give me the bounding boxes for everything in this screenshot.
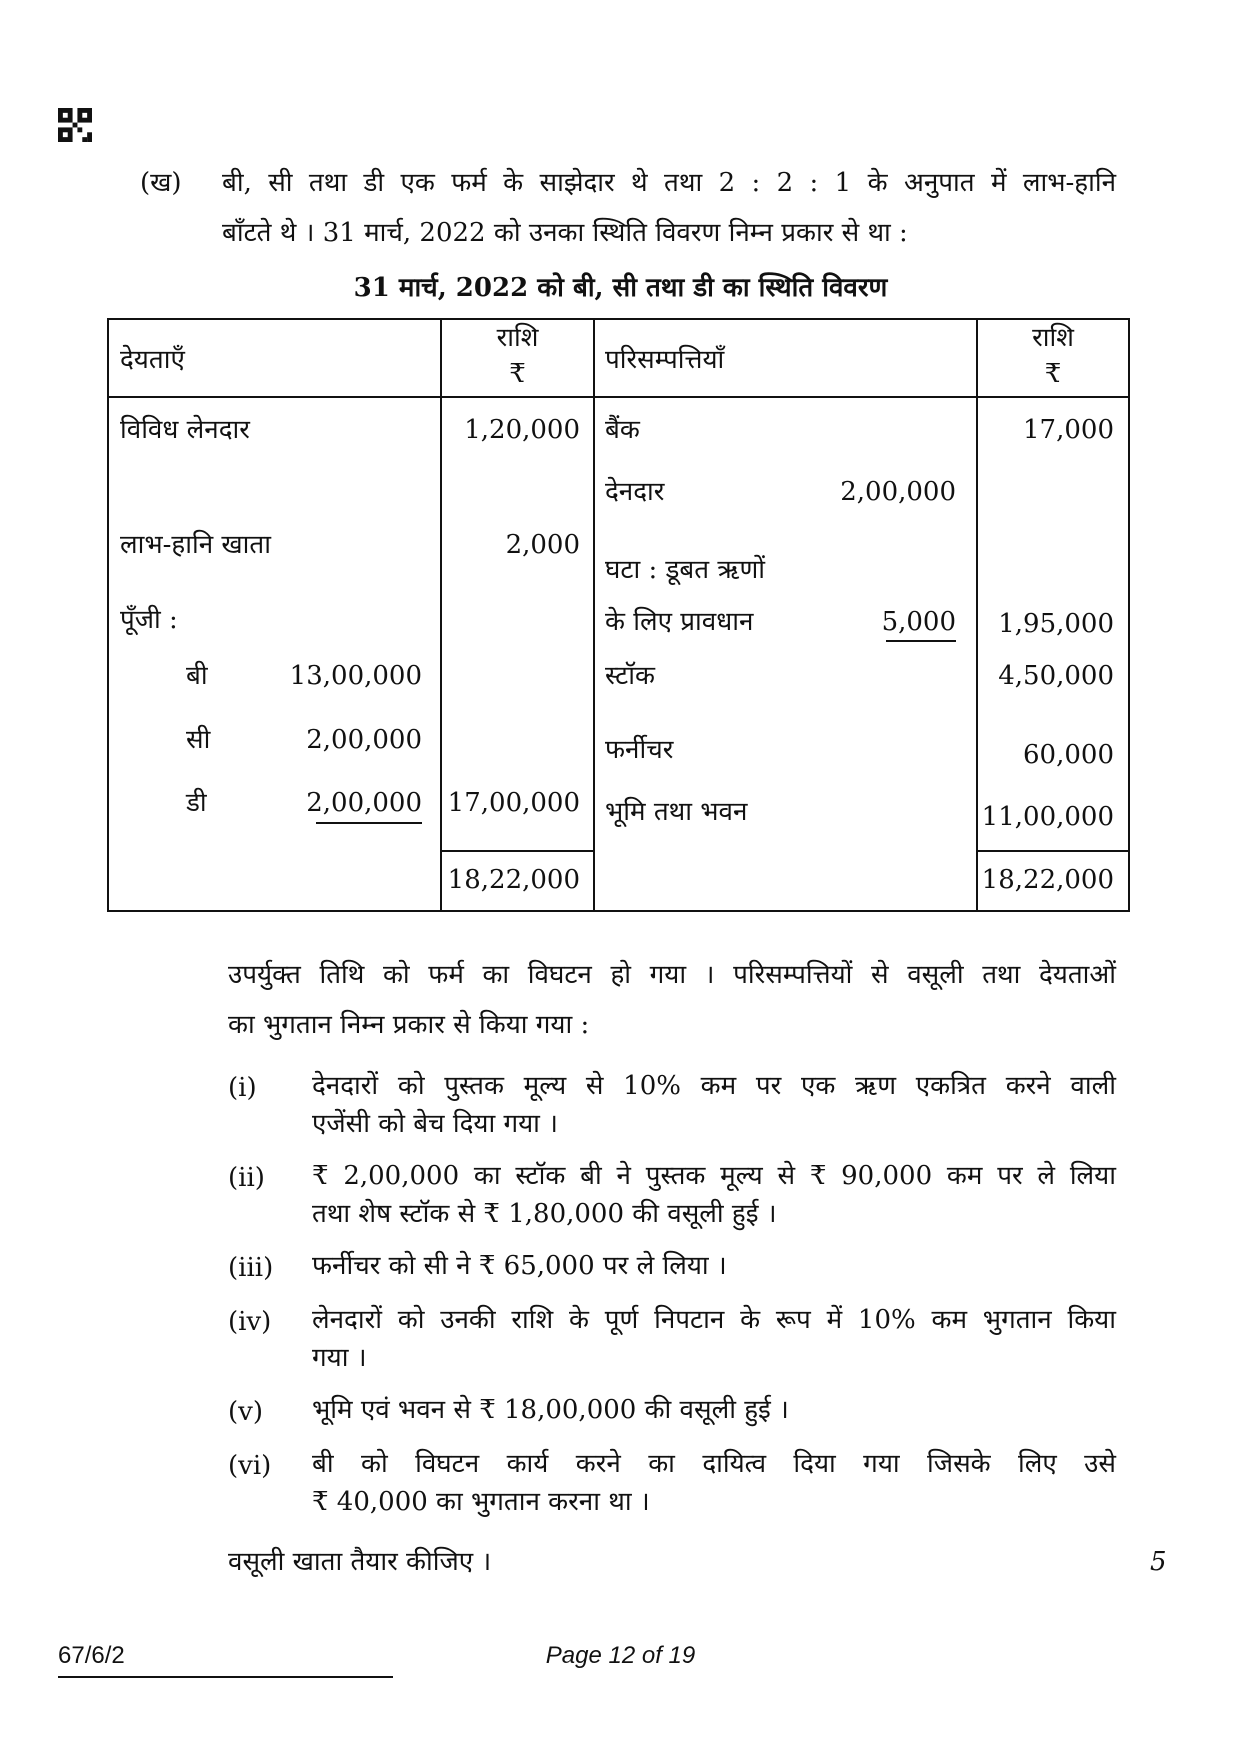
furniture-amount: 60,000 (1023, 740, 1114, 770)
header-amount-left: राशि (496, 323, 539, 353)
header-currency-left: ₹ (509, 359, 526, 389)
dissolution-line1: उपर्युक्त तिथि को फर्म का विघटन हो गया । परिसम्पत्तियों से वसूली तथा देयताओं (228, 960, 1116, 990)
debtors-net: 1,95,000 (998, 609, 1114, 639)
capital-partner-name: सी (186, 725, 211, 755)
item-number: (i) (228, 1073, 257, 1103)
page-number: Page 12 of 19 (545, 1642, 696, 1669)
qr-code-icon (58, 108, 92, 142)
question-intro-line2: बाँटते थे । 31 मार्च, 2022 को उनका स्थिति विवरण निम्न प्रकार से था : (222, 218, 908, 248)
land-building-amount: 11,00,000 (981, 802, 1114, 832)
balance-sheet-title: 31 मार्च, 2022 को बी, सी तथा डी का स्थिति विवरण (353, 273, 888, 303)
instruction-text: वसूली खाता तैयार कीजिए । (228, 1547, 492, 1577)
header-amount-right: राशि (1032, 323, 1074, 353)
capital-partner-name: डी (186, 788, 207, 818)
footer-rule (58, 1676, 393, 1678)
capital-label: पूँजी : (120, 605, 178, 635)
item-number: (v) (228, 1397, 263, 1427)
profit-loss-amount: 2,000 (505, 530, 580, 560)
provision-label-line1: घटा : डूबत ऋणों (605, 555, 766, 585)
item-number: (iii) (228, 1253, 274, 1283)
item-text-line1: ₹ 2,00,000 का स्टॉक बी ने पुस्तक मूल्य से ₹ 90,000 कम पर ले लिया (312, 1161, 1116, 1191)
item-number: (iv) (228, 1307, 272, 1337)
item-text-line1: फर्नीचर को सी ने ₹ 65,000 पर ले लिया । (312, 1251, 727, 1281)
capital-partner-amount: 2,00,000 (306, 725, 422, 755)
bank-label: बैंक (605, 415, 640, 445)
header-currency-right: ₹ (1044, 359, 1062, 389)
item-number: (ii) (228, 1163, 265, 1193)
dissolution-line2: का भुगतान निम्न प्रकार से किया गया : (228, 1010, 590, 1040)
paper-code: 67/6/2 (58, 1642, 125, 1669)
item-text-line1: भूमि एवं भवन से ₹ 18,00,000 की वसूली हुई । (312, 1395, 789, 1425)
item-number: (vi) (228, 1451, 272, 1481)
debtors-gross: 2,00,000 (840, 477, 956, 507)
item-text-line2: तथा शेष स्टॉक से ₹ 1,80,000 की वसूली हुई । (312, 1199, 777, 1229)
debtors-label: देनदार (605, 477, 665, 507)
question-intro-line1: बी, सी तथा डी एक फर्म के साझेदार थे तथा 2 : 2 : 1 के अनुपात में लाभ-हानि (222, 168, 1116, 198)
item-text-line2: गया । (312, 1343, 367, 1373)
marks: 5 (1150, 1547, 1167, 1577)
item-text-line1: लेनदारों को उनकी राशि के पूर्ण निपटान के रूप में 10% कम भुगतान किया (312, 1305, 1116, 1335)
creditors-label: विविध लेनदार (120, 415, 250, 445)
assets-total: 18,22,000 (981, 865, 1114, 895)
profit-loss-label: लाभ-हानि खाता (120, 530, 271, 560)
capital-partner-amount: 2,00,000 (306, 788, 422, 818)
item-text-line1: देनदारों को पुस्तक मूल्य से 10% कम पर एक ऋण एकत्रित करने वाली (312, 1071, 1116, 1101)
furniture-label: फर्नीचर (605, 735, 674, 765)
question-label: (ख) (140, 168, 182, 198)
item-text-line2: ₹ 40,000 का भुगतान करना था । (312, 1487, 650, 1517)
bank-amount: 17,000 (1023, 415, 1114, 445)
header-assets: परिसम्पत्तियाँ (605, 345, 725, 375)
capital-partner-name: बी (186, 661, 208, 691)
creditors-amount: 1,20,000 (464, 415, 580, 445)
item-text-line1: बी को विघटन कार्य करने का दायित्व दिया गया जिसके लिए उसे (312, 1449, 1116, 1479)
stock-label: स्टॉक (605, 661, 655, 691)
provision-label-line2: के लिए प्रावधान (605, 607, 754, 637)
provision-amount: 5,000 (881, 607, 956, 637)
capital-total: 17,00,000 (447, 788, 580, 818)
stock-amount: 4,50,000 (998, 661, 1114, 691)
item-text-line2: एजेंसी को बेच दिया गया । (312, 1109, 559, 1139)
land-building-label: भूमि तथा भवन (605, 797, 748, 827)
liabilities-total: 18,22,000 (447, 865, 580, 895)
header-liabilities: देयताएँ (120, 345, 185, 375)
capital-partner-amount: 13,00,000 (289, 661, 422, 691)
